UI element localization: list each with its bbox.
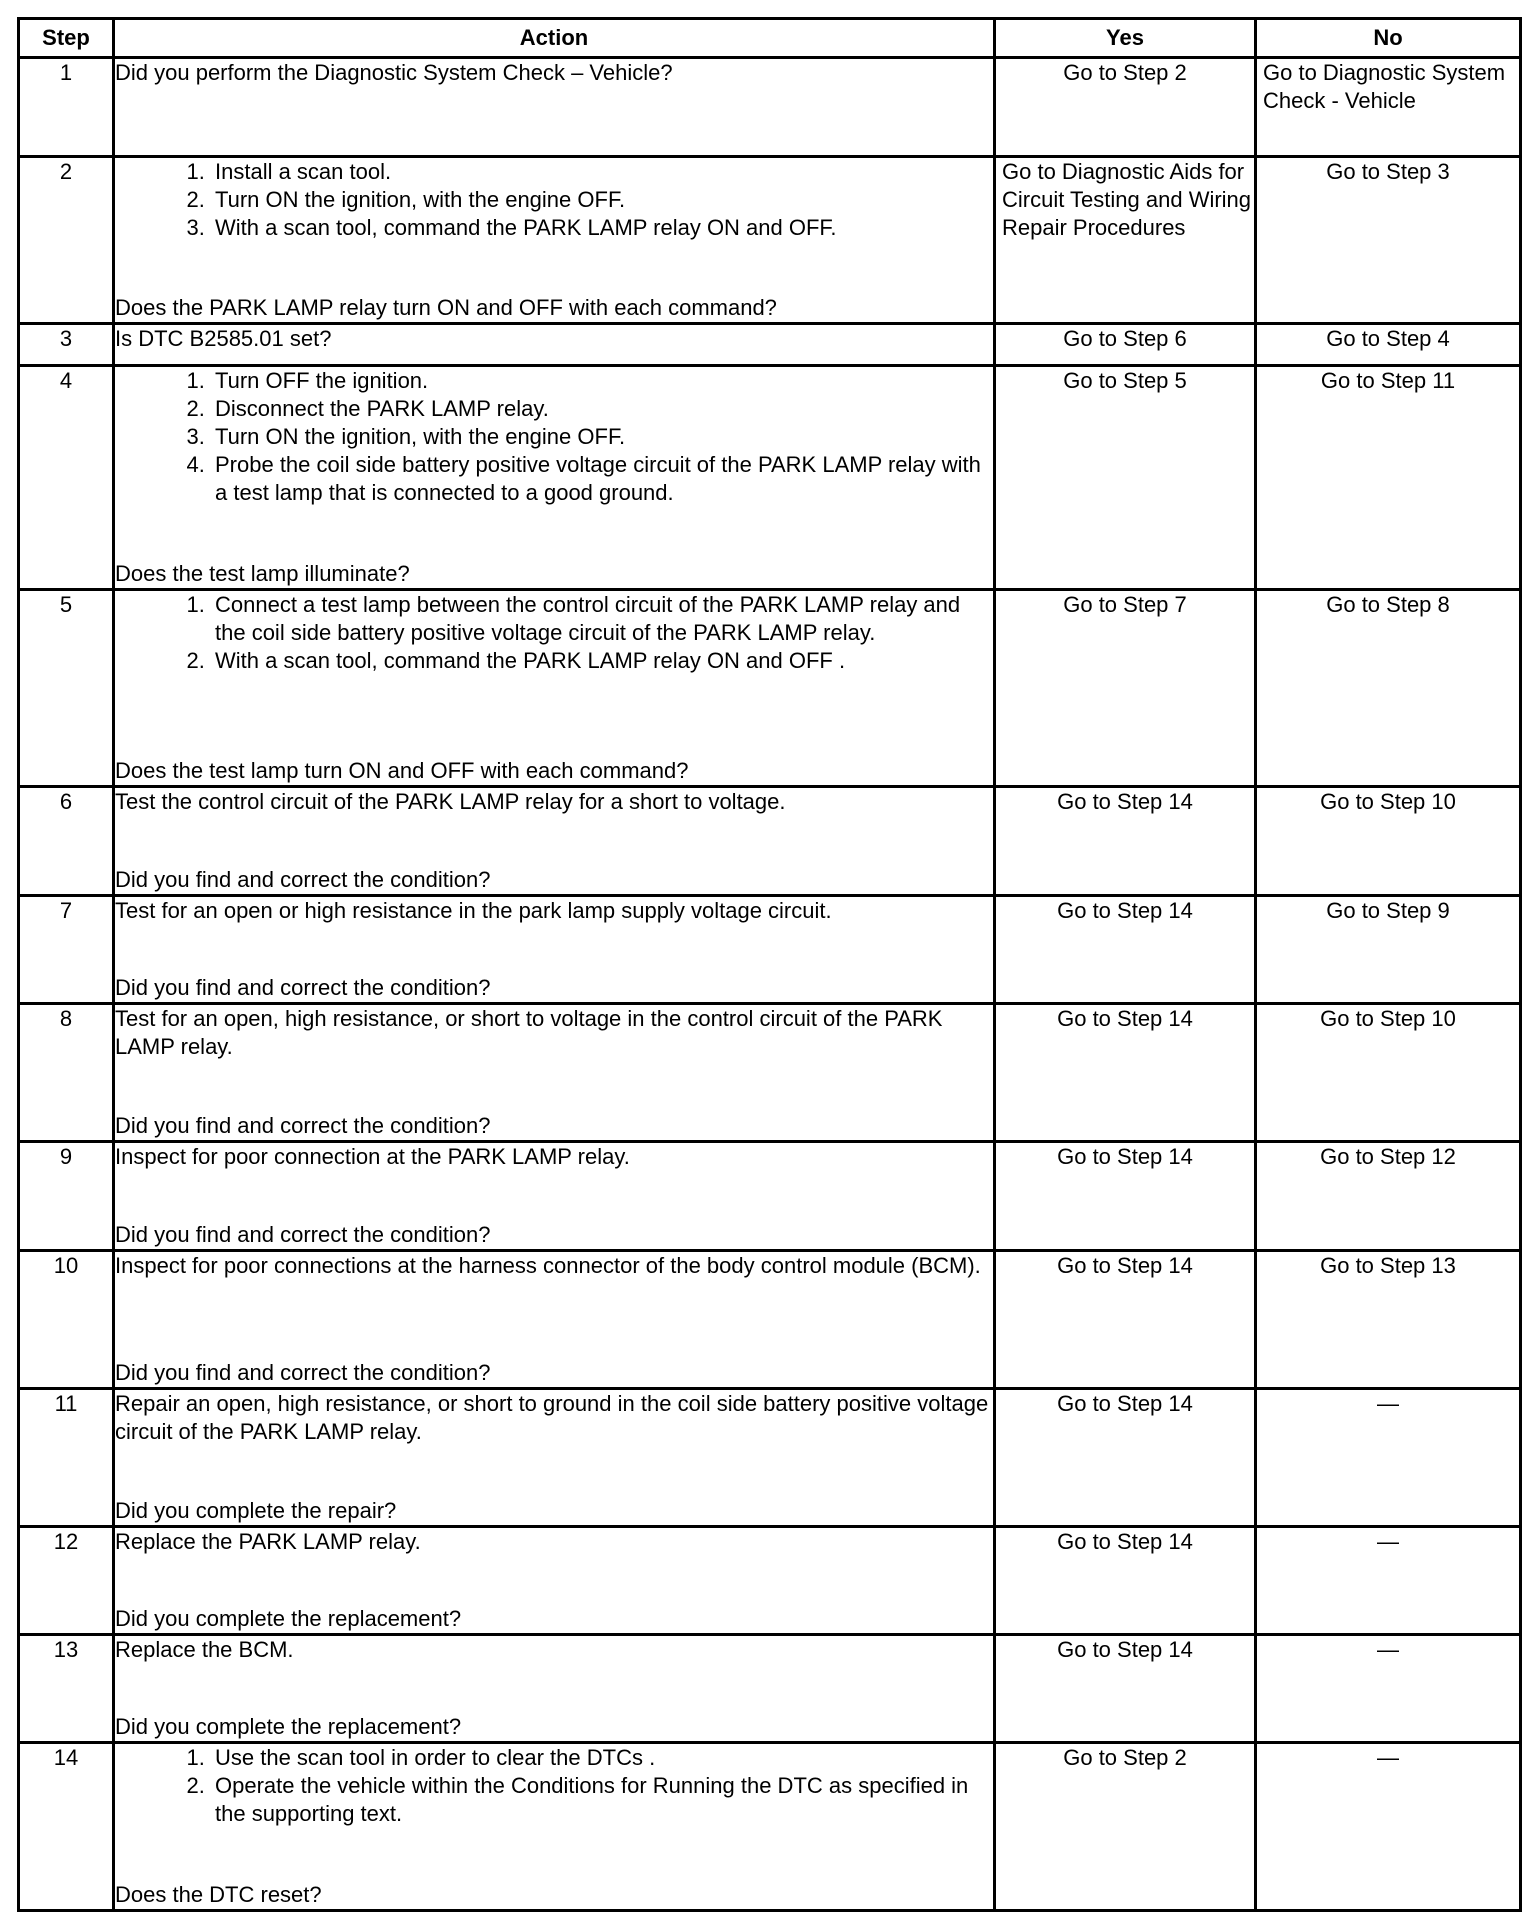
action-question: Did you complete the replacement? <box>115 1714 462 1740</box>
table-row <box>19 590 1521 787</box>
step-number: 14 <box>19 1743 114 1911</box>
header-action: Action <box>114 19 995 58</box>
step-number: 6 <box>19 787 114 895</box>
no-result: Go to Step 13 <box>1256 1250 1521 1388</box>
action-question: Does the PARK LAMP relay turn ON and OFF with each command? <box>115 295 777 321</box>
action-question: Did you complete the repair? <box>115 1497 397 1523</box>
table-row <box>19 365 1521 589</box>
step-number: 9 <box>19 1142 114 1250</box>
action-cell <box>114 365 995 589</box>
action-text: Replace the BCM. <box>115 1636 294 1662</box>
yes-result: Go to Step 5 <box>995 365 1256 589</box>
yes-result: Go to Step 14 <box>995 787 1256 895</box>
action-step-item: 3. Turn ON the ignition, with the engine OFF. <box>211 423 993 451</box>
table-row <box>19 156 1521 324</box>
step-number: 13 <box>19 1634 114 1742</box>
action-question: Does the test lamp turn ON and OFF with each command? <box>115 758 689 784</box>
action-step-item: 1. Install a scan tool. <box>211 158 993 186</box>
action-text: Repair an open, high resistance, or short to ground in the coil side battery positive voltage circuit of the PARK LAMP relay. <box>115 1390 989 1444</box>
action-cell <box>114 1634 995 1742</box>
action-step-item: 1. Connect a test lamp between the control circuit of the PARK LAMP relay and the coil side battery positive voltage circuit of the PARK LAMP relay. <box>211 591 993 647</box>
yes-result: Go to Step 2 <box>995 1743 1256 1911</box>
step-number: 11 <box>19 1388 114 1526</box>
action-question: Did you find and correct the condition? <box>115 1221 491 1247</box>
diagnostic-table <box>17 17 1522 1912</box>
action-question: Does the DTC reset? <box>115 1882 322 1907</box>
table-row <box>19 324 1521 366</box>
no-result: Go to Diagnostic System Check - Vehicle <box>1256 58 1521 157</box>
header-step: Step <box>19 19 114 58</box>
no-result: Go to Step 3 <box>1256 156 1521 324</box>
action-step-item: 2. Operate the vehicle within the Conditions for Running the DTC as specified in the supporting text. <box>211 1772 993 1828</box>
action-question: Did you find and correct the condition? <box>115 975 491 1001</box>
table-row <box>19 1743 1521 1911</box>
table-row <box>19 58 1521 157</box>
table-row <box>19 1526 1521 1634</box>
table-row <box>19 1388 1521 1526</box>
yes-result: Go to Diagnostic Aids for Circuit Testing and Wiring Repair Procedures <box>995 156 1256 324</box>
action-question: Did you find and correct the condition? <box>115 866 491 892</box>
action-question: Did you complete the replacement? <box>115 1605 462 1631</box>
step-number: 2 <box>19 156 114 324</box>
step-number: 7 <box>19 895 114 1003</box>
no-result: Go to Step 8 <box>1256 590 1521 787</box>
action-step-item: 2. Turn ON the ignition, with the engine OFF. <box>211 186 993 214</box>
table-row <box>19 787 1521 895</box>
action-cell <box>114 895 995 1003</box>
yes-result: Go to Step 7 <box>995 590 1256 787</box>
action-cell <box>114 787 995 895</box>
step-number: 3 <box>19 324 114 366</box>
action-cell <box>114 1743 995 1911</box>
no-result: — <box>1256 1634 1521 1742</box>
action-steps-list <box>115 1744 993 1828</box>
table-row <box>19 1634 1521 1742</box>
no-result: Go to Step 11 <box>1256 365 1521 589</box>
action-cell <box>114 156 995 324</box>
action-cell <box>114 1526 995 1634</box>
action-step-item: 2. With a scan tool, command the PARK LAMP relay ON and OFF . <box>211 647 993 675</box>
header-row <box>19 19 1521 58</box>
action-step-item: 4. Probe the coil side battery positive voltage circuit of the PARK LAMP relay with a test lamp that is connected to a good ground. <box>211 451 993 507</box>
yes-result: Go to Step 14 <box>995 1250 1256 1388</box>
no-result: — <box>1256 1388 1521 1526</box>
yes-result: Go to Step 14 <box>995 1388 1256 1526</box>
action-question: Did you find and correct the condition? <box>115 1359 491 1385</box>
action-cell <box>114 324 995 366</box>
step-number: 1 <box>19 58 114 157</box>
action-question: Does the test lamp illuminate? <box>115 561 410 587</box>
yes-result: Go to Step 14 <box>995 1634 1256 1742</box>
yes-result: Go to Step 14 <box>995 895 1256 1003</box>
action-text: Inspect for poor connection at the PARK LAMP relay. <box>115 1144 630 1170</box>
no-result: Go to Step 9 <box>1256 895 1521 1003</box>
yes-result: Go to Step 2 <box>995 58 1256 157</box>
yes-result: Go to Step 14 <box>995 1004 1256 1142</box>
action-text: Test for an open, high resistance, or short to voltage in the control circuit of the PARK LAMP relay. <box>115 1006 943 1060</box>
action-text: Is DTC B2585.01 set? <box>115 326 332 352</box>
action-text: Replace the PARK LAMP relay. <box>115 1528 421 1554</box>
step-number: 5 <box>19 590 114 787</box>
action-text: Test the control circuit of the PARK LAMP relay for a short to voltage. <box>115 789 786 815</box>
action-text: Inspect for poor connections at the harness connector of the body control module (BCM). <box>115 1252 981 1278</box>
no-result: Go to Step 4 <box>1256 324 1521 366</box>
action-cell <box>114 1388 995 1526</box>
yes-result: Go to Step 6 <box>995 324 1256 366</box>
action-step-item: 1. Turn OFF the ignition. <box>211 367 993 395</box>
yes-result: Go to Step 14 <box>995 1142 1256 1250</box>
action-cell <box>114 1250 995 1388</box>
no-result: — <box>1256 1526 1521 1634</box>
no-result: — <box>1256 1743 1521 1911</box>
action-cell <box>114 58 995 157</box>
action-cell <box>114 1142 995 1250</box>
step-number: 8 <box>19 1004 114 1142</box>
step-number: 12 <box>19 1526 114 1634</box>
table-row <box>19 895 1521 1003</box>
action-text: Test for an open or high resistance in the park lamp supply voltage circuit. <box>115 897 832 923</box>
step-number: 4 <box>19 365 114 589</box>
table-row <box>19 1004 1521 1142</box>
action-steps-list <box>115 591 993 675</box>
action-question: Did you find and correct the condition? <box>115 1113 491 1139</box>
header-yes: Yes <box>995 19 1256 58</box>
no-result: Go to Step 12 <box>1256 1142 1521 1250</box>
yes-result: Go to Step 14 <box>995 1526 1256 1634</box>
action-steps-list <box>115 367 993 507</box>
action-step-item: 3. With a scan tool, command the PARK LAMP relay ON and OFF. <box>211 214 993 242</box>
table-row <box>19 1142 1521 1250</box>
header-no: No <box>1256 19 1521 58</box>
action-text: Did you perform the Diagnostic System Check – Vehicle? <box>115 60 673 85</box>
action-steps-list <box>115 158 993 242</box>
table-row <box>19 1250 1521 1388</box>
step-number: 10 <box>19 1250 114 1388</box>
no-result: Go to Step 10 <box>1256 787 1521 895</box>
action-step-item: 2. Disconnect the PARK LAMP relay. <box>211 395 993 423</box>
action-step-item: 1. Use the scan tool in order to clear the DTCs . <box>211 1744 993 1772</box>
no-result: Go to Step 10 <box>1256 1004 1521 1142</box>
action-cell <box>114 1004 995 1142</box>
action-cell <box>114 590 995 787</box>
